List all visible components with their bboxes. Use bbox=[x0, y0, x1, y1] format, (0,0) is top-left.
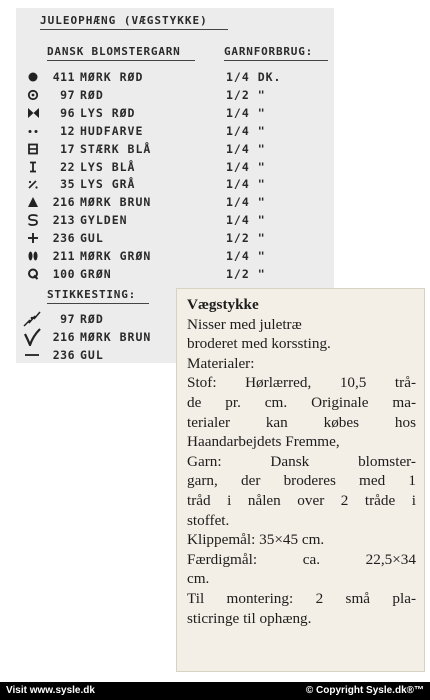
slash-dots-icon bbox=[26, 175, 40, 193]
yarn-name: GUL bbox=[80, 231, 104, 246]
yarn-name: GRØN bbox=[80, 266, 112, 281]
yarn-amount: 1/2 " bbox=[226, 87, 266, 102]
yarn-number: 211 bbox=[52, 249, 75, 263]
yarn-name: STÆRK BLÅ bbox=[80, 141, 152, 156]
yarn-row bbox=[16, 140, 334, 158]
yarn-number: 216 bbox=[52, 195, 75, 210]
mounting-line: Til montering: 2 små pla- bbox=[187, 589, 416, 607]
ring-dot-icon bbox=[26, 86, 40, 104]
cut-size-text: Klippemål: 35×45 cm. bbox=[187, 531, 325, 549]
yarn-number: 96 bbox=[60, 105, 75, 120]
mounting-line: sticringe til ophæng. bbox=[187, 609, 312, 627]
yarn-number: 100 bbox=[52, 266, 75, 281]
yarn-name: LYS BLÅ bbox=[80, 159, 136, 174]
stitch-name: MØRK BRUN bbox=[80, 330, 152, 344]
check-stitch-icon bbox=[22, 328, 42, 346]
yarn-row bbox=[16, 211, 334, 229]
yarn-name: HUDFARVE bbox=[80, 123, 144, 138]
footer-bar bbox=[0, 682, 430, 700]
description-line-1: Nisser med juletræ bbox=[187, 315, 302, 333]
header-underline-right bbox=[224, 60, 328, 61]
yarn-row bbox=[16, 175, 334, 193]
yarn-line: stoffet. bbox=[187, 511, 230, 529]
stitch-header: STIKKESTING: bbox=[47, 288, 137, 301]
finished-size-line: cm. bbox=[187, 570, 210, 588]
yarn-name: MØRK GRØN bbox=[80, 249, 152, 263]
yarn-number: 35 bbox=[60, 177, 75, 192]
yarn-line: tråd i nålen over 2 tråde i bbox=[187, 491, 416, 509]
dash-stitch-icon bbox=[22, 346, 42, 364]
yarn-name: MØRK BRUN bbox=[80, 195, 152, 210]
yarn-row bbox=[16, 122, 334, 140]
description-title: Vægstykke bbox=[187, 296, 259, 313]
stitch-number: 236 bbox=[52, 348, 75, 362]
yarn-row bbox=[16, 104, 334, 122]
plus-icon bbox=[26, 229, 40, 247]
copyright-text: © Copyright Sysle.dk®™ bbox=[305, 685, 424, 696]
yarn-row bbox=[16, 229, 334, 247]
yarn-number: 213 bbox=[52, 213, 75, 228]
yarn-number: 97 bbox=[60, 87, 75, 102]
yarn-name: LYS GRÅ bbox=[80, 177, 136, 192]
yarn-number: 22 bbox=[60, 159, 75, 174]
finished-size-line: Færdigmål: ca. 22,5×34 bbox=[187, 550, 416, 568]
yarn-amount: 1/2 " bbox=[226, 266, 266, 281]
s-shape-icon bbox=[26, 211, 40, 229]
header-underline-left bbox=[47, 60, 195, 61]
yarn-row bbox=[16, 158, 334, 176]
fabric-line: terialer kan købes hos bbox=[187, 413, 416, 431]
title-underline bbox=[40, 29, 228, 30]
yarn-name: RØD bbox=[80, 87, 104, 102]
yarn-name: MØRK RØD bbox=[80, 70, 144, 84]
fabric-text bbox=[187, 373, 416, 451]
site-link[interactable]: Visit www.sysle.dk bbox=[6, 685, 95, 696]
zigzag-stitch-icon bbox=[22, 310, 42, 328]
stitch-name: GUL bbox=[80, 348, 104, 362]
yarn-text bbox=[187, 452, 416, 530]
yarn-line: garn, der broderes med 1 bbox=[187, 472, 416, 490]
materials-heading: Materialer: bbox=[187, 354, 255, 372]
yarn-amount: 1/4 " bbox=[226, 195, 266, 210]
stitch-name: RØD bbox=[80, 312, 104, 326]
yarn-number: 411 bbox=[52, 70, 75, 84]
yarn-amount: 1/2 " bbox=[226, 231, 266, 246]
yarn-amount: 1/4 " bbox=[226, 141, 266, 156]
two-dots-icon bbox=[26, 122, 40, 140]
yarn-row bbox=[16, 86, 334, 104]
q-shape-icon bbox=[26, 265, 40, 283]
stitch-number: 97 bbox=[60, 312, 75, 326]
bowtie-icon bbox=[26, 104, 40, 122]
yarn-name: LYS RØD bbox=[80, 105, 136, 120]
yarn-number: 17 bbox=[60, 141, 75, 156]
mounting-text bbox=[187, 589, 416, 628]
stitch-number: 216 bbox=[52, 330, 75, 344]
yarn-amount: 1/4 " bbox=[226, 123, 266, 138]
yarn-line: Garn: Dansk blomster- bbox=[187, 452, 416, 470]
fabric-line: Haandarbejdets Fremme, bbox=[187, 433, 340, 451]
yarn-amount: 1/4 " bbox=[226, 105, 266, 120]
yarn-amount: 1/4 " bbox=[226, 159, 266, 174]
yarn-name: GYLDEN bbox=[80, 213, 128, 228]
chart-title: JULEOPHÆNG (VÆGSTYKKE) bbox=[40, 14, 208, 27]
i-beam-icon bbox=[26, 158, 40, 176]
double-oval-icon bbox=[26, 247, 40, 265]
finished-size-text bbox=[187, 550, 416, 589]
yarn-row bbox=[16, 193, 334, 211]
yarn-amount: 1/4 " bbox=[226, 249, 266, 263]
yarn-row bbox=[16, 247, 334, 265]
column-header-yarn: DANSK BLOMSTERGARN bbox=[47, 45, 181, 58]
yarn-amount: 1/4 " bbox=[226, 177, 266, 192]
box-line-icon bbox=[26, 140, 40, 158]
triangle-icon bbox=[26, 193, 40, 211]
fabric-line: Stof: Hørlærred, 10,5 trå- bbox=[187, 374, 416, 392]
description-panel bbox=[176, 288, 425, 672]
yarn-amount: 1/4 DK. bbox=[226, 70, 282, 84]
stitch-header-underline bbox=[47, 303, 149, 304]
yarn-number: 236 bbox=[52, 231, 75, 246]
fabric-line: de pr. cm. Originale ma- bbox=[187, 393, 416, 411]
yarn-amount: 1/4 " bbox=[226, 213, 266, 228]
yarn-number: 12 bbox=[60, 123, 75, 138]
description-line-2: broderet med korssting. bbox=[187, 335, 331, 353]
filled-dot-icon bbox=[26, 68, 40, 86]
column-header-usage: GARNFORBRUG: bbox=[224, 45, 314, 58]
yarn-row bbox=[16, 68, 334, 86]
yarn-row bbox=[16, 265, 334, 283]
